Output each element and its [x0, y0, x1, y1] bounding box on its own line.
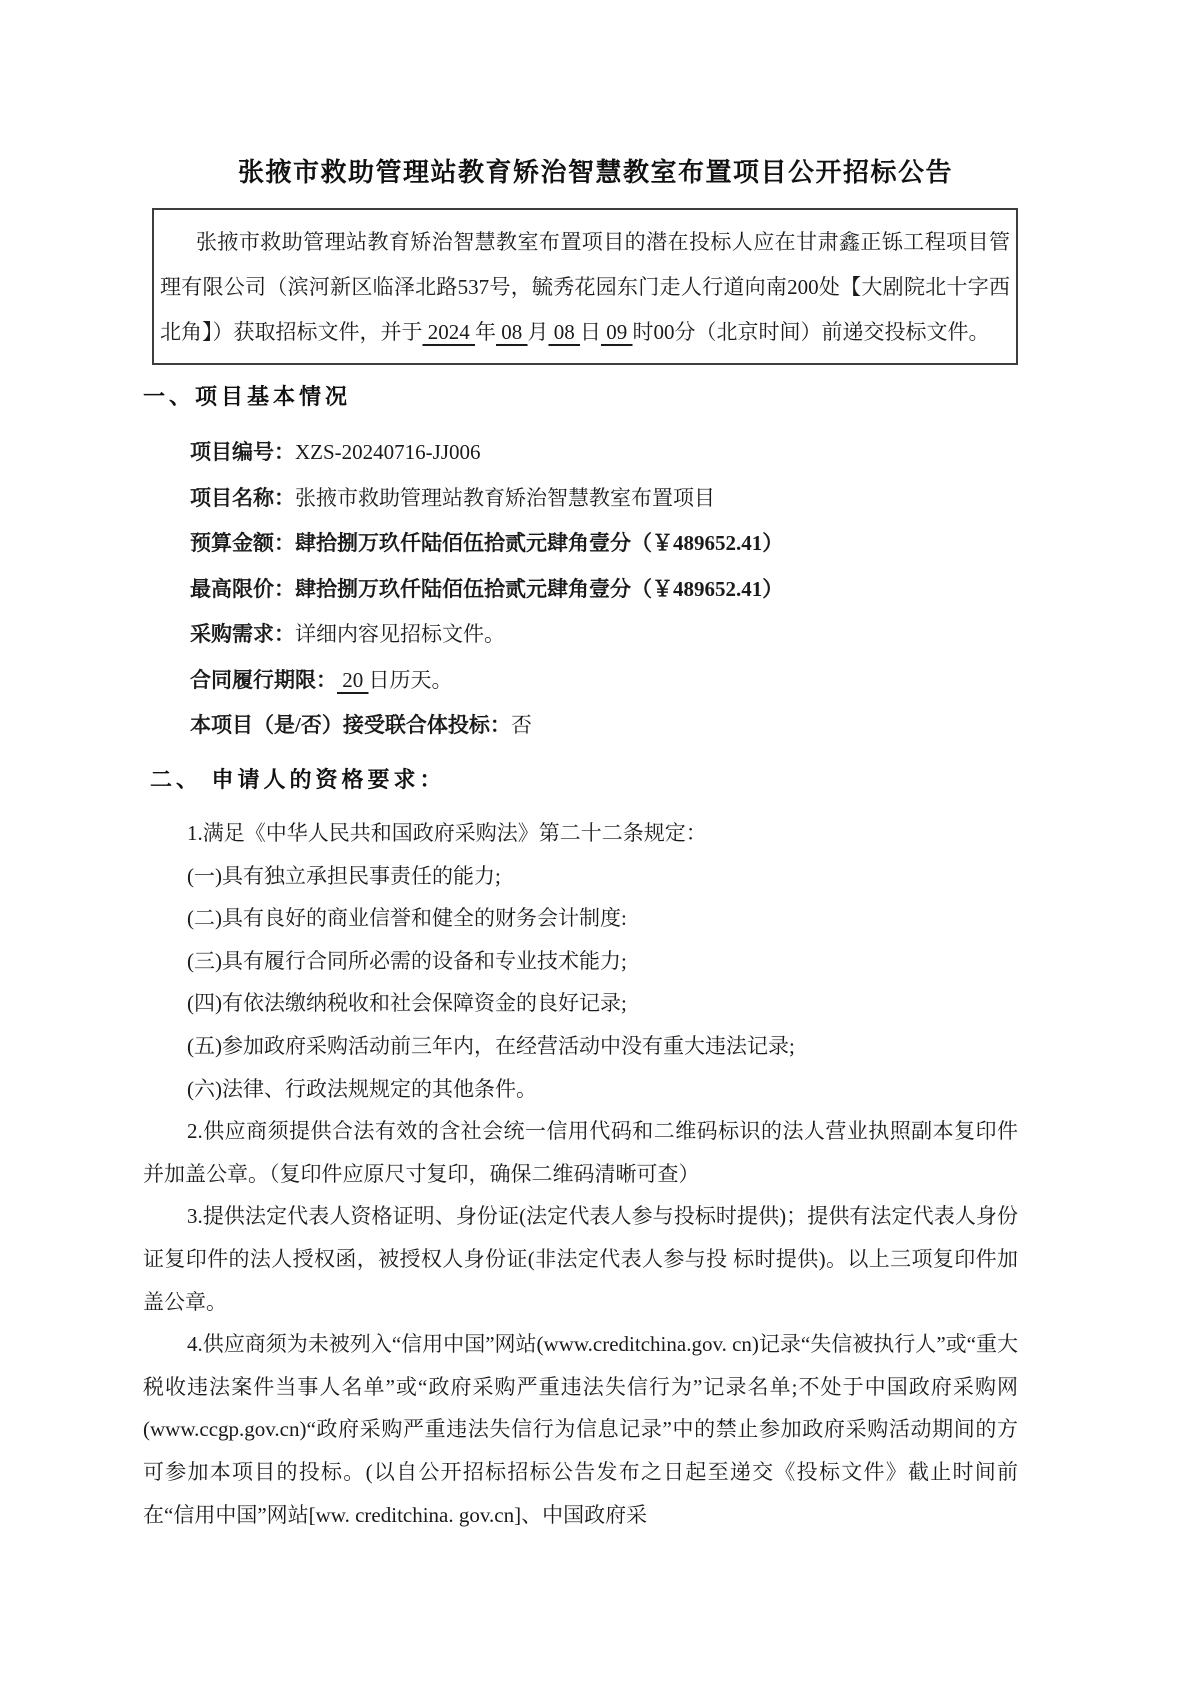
paragraph-legal-representative: 3.提供法定代表人资格证明、身份证(法定代表人参与投标时提供)；提供有法定代表人身份证复印件的法人授权函，被授权人身份证(非法定代表人参与投 标时提供)。以上三项复印件加盖公章。	[143, 1204, 1018, 1314]
field-value: 详细内容见招标文件。	[295, 622, 505, 646]
section2-paragraphs	[143, 812, 1018, 1536]
field-value: 肆拾捌万玖仟陆佰伍拾贰元肆角壹分（￥489652.41）	[295, 576, 784, 601]
field-label: 预算金额：	[190, 531, 295, 555]
field-value: 否	[510, 713, 532, 737]
field-value: 张掖市救助管理站教育矫治智慧教室布置项目	[295, 485, 715, 510]
field-project-number	[190, 430, 1020, 476]
notice-month-unit: 月	[527, 320, 549, 344]
paragraph-condition-3: (三)具有履行合同所必需的设备和专业技术能力;	[187, 948, 627, 973]
notice-day-unit: 日	[580, 320, 601, 344]
section1-items	[190, 430, 1020, 749]
field-label: 项目编号：	[190, 440, 295, 464]
notice-hour-blank: 09	[601, 320, 633, 344]
field-label: 采购需求：	[190, 622, 295, 646]
field-value-unit: 日历天。	[368, 667, 453, 692]
field-label: 合同履行期限：	[190, 667, 337, 692]
notice-tail: 时00分（北京时间）前递交投标文件。	[632, 320, 990, 344]
paragraph-condition-5: (五)参加政府采购活动前三年内，在经营活动中没有重大违法记录;	[187, 1033, 795, 1058]
notice-year-blank: 2024	[422, 320, 475, 344]
paragraph-credit-china: 4.供应商须为未被列入“信用中国”网站(www.creditchina.gov. cn)记录“失信被执行人”或“重大税收违法案件当事人名单”或“政府采购严重违法失信行为”记录名单;不处于中国政府采购网(www.ccgp.gov.cn)“政府采购严重违法失信行为信息记录”中的禁止参加政府采购活动期间的方可参加本项目的投标。(以自公开招标招标公告发布之日起至递交《投标文件》截止时间前在“信用中国”网站[ww. creditchina. gov.cn]、中国政府采	[143, 1332, 1018, 1527]
field-value-underlined: 20	[337, 667, 369, 692]
paragraph-condition-4: (四)有依法缴纳税收和社会保障资金的良好记录;	[187, 991, 627, 1016]
field-label: 项目名称：	[190, 485, 295, 510]
section2-heading: 二、 申请人的资格要求：	[150, 767, 446, 792]
field-project-name	[190, 476, 1020, 522]
paragraph-law-article22: 1.满足《中华人民共和国政府采购法》第二十二条规定：	[187, 821, 707, 845]
notice-year-unit: 年	[475, 320, 496, 344]
field-consortium-bidding	[190, 703, 1020, 749]
notice-day-blank: 08	[548, 320, 580, 344]
field-max-price	[190, 567, 1020, 613]
field-contract-period	[190, 658, 1020, 704]
paragraph-condition-2: (二)具有良好的商业信誉和健全的财务会计制度:	[187, 906, 627, 931]
field-label: 本项目（是/否）接受联合体投标：	[190, 713, 511, 737]
field-procurement-requirement	[190, 612, 1020, 658]
notice-intro: 张掖市救助管理站教育矫治智慧教室布置项目的潜在投标人应在甘肃鑫正铄工程项目管理有限公司（滨河新区临泽北路537号，毓秀花园东门走人行道向南200处【大剧院北十字西北角】）获取招标文件，并于	[160, 230, 1010, 344]
paragraph-condition-1: (一)具有独立承担民事责任的能力;	[187, 863, 501, 888]
notice-box	[152, 208, 1018, 365]
section1-heading: 一、项目基本情况	[143, 384, 352, 409]
notice-text	[160, 220, 1010, 355]
document-title: 张掖市救助管理站教育矫治智慧教室布置项目公开招标公告	[237, 158, 953, 187]
paragraph-business-license: 2.供应商须提供合法有效的含社会统一信用代码和二维码标识的法人营业执照副本复印件并加盖公章。（复印件应原尺寸复印，确保二维码清晰可查）	[143, 1119, 1018, 1186]
notice-month-blank: 08	[496, 320, 528, 344]
field-budget-amount	[190, 521, 1020, 567]
field-value: 肆拾捌万玖仟陆佰伍拾贰元肆角壹分（￥489652.41）	[295, 531, 784, 555]
field-value: XZS-20240716-JJ006	[295, 440, 481, 464]
field-label: 最高限价：	[190, 576, 295, 601]
paragraph-condition-6: (六)法律、行政法规规定的其他条件。	[187, 1076, 537, 1101]
